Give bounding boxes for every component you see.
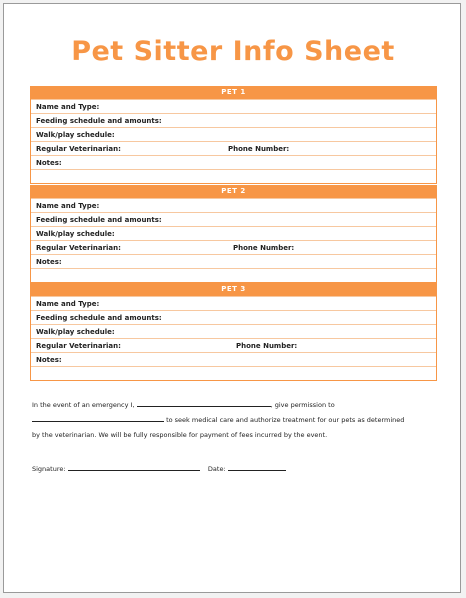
- feeding-label: Feeding schedule and amounts:: [36, 314, 162, 322]
- notes-field[interactable]: [31, 254, 436, 268]
- feeding-field[interactable]: [31, 113, 436, 127]
- name-type-field[interactable]: [31, 99, 436, 113]
- vet-label: Regular Veterinarian:: [36, 342, 121, 350]
- walk-field[interactable]: [31, 324, 436, 338]
- vet-label: Regular Veterinarian:: [36, 145, 121, 153]
- feeding-label: Feeding schedule and amounts:: [36, 117, 162, 125]
- name-type-label: Name and Type:: [36, 300, 100, 308]
- pet-2-section: [30, 185, 437, 283]
- pet-1-header: PET 1: [31, 86, 436, 99]
- name-type-label: Name and Type:: [36, 103, 100, 111]
- notes-field[interactable]: [31, 352, 436, 366]
- signature-line: [32, 462, 286, 473]
- pet-2-header: PET 2: [31, 185, 436, 198]
- page-title: Pet Sitter Info Sheet: [71, 36, 395, 67]
- emergency-text-4: by the veterinarian. We will be fully responsible for payment of fees incurred by the event.: [32, 431, 328, 439]
- walk-field[interactable]: [31, 226, 436, 240]
- name-type-field[interactable]: [31, 198, 436, 212]
- notes-label: Notes:: [36, 356, 62, 364]
- vet-field[interactable]: [31, 240, 436, 254]
- sitter-name-blank[interactable]: [32, 413, 164, 422]
- pet-3-header: PET 3: [31, 283, 436, 296]
- phone-label: Phone Number:: [236, 342, 298, 350]
- emergency-text-3: to seek medical care and authorize treatment for our pets as determined: [166, 416, 405, 424]
- feeding-field[interactable]: [31, 212, 436, 226]
- emergency-statement: [32, 398, 442, 443]
- notes-blank-row[interactable]: [31, 169, 436, 183]
- walk-field[interactable]: [31, 127, 436, 141]
- feeding-label: Feeding schedule and amounts:: [36, 216, 162, 224]
- emergency-text-2: , give permission to: [270, 401, 335, 409]
- notes-label: Notes:: [36, 258, 62, 266]
- walk-label: Walk/play schedule:: [36, 328, 115, 336]
- name-type-label: Name and Type:: [36, 202, 100, 210]
- form-sheet: [3, 3, 461, 593]
- name-type-field[interactable]: [31, 296, 436, 310]
- date-blank[interactable]: [228, 462, 286, 471]
- vet-field[interactable]: [31, 338, 436, 352]
- pet-1-section: [30, 86, 437, 184]
- feeding-field[interactable]: [31, 310, 436, 324]
- emergency-text-1: In the event of an emergency I,: [32, 401, 135, 409]
- phone-label: Phone Number:: [228, 145, 290, 153]
- notes-field[interactable]: [31, 155, 436, 169]
- owner-name-blank[interactable]: [137, 398, 271, 407]
- notes-label: Notes:: [36, 159, 62, 167]
- vet-field[interactable]: [31, 141, 436, 155]
- date-label: Date:: [207, 465, 226, 473]
- signature-label: Signature:: [32, 465, 66, 473]
- walk-label: Walk/play schedule:: [36, 230, 115, 238]
- pet-3-section: [30, 283, 437, 381]
- notes-blank-row[interactable]: [31, 268, 436, 282]
- vet-label: Regular Veterinarian:: [36, 244, 121, 252]
- phone-label: Phone Number:: [233, 244, 295, 252]
- walk-label: Walk/play schedule:: [36, 131, 115, 139]
- notes-blank-row[interactable]: [31, 366, 436, 380]
- signature-blank[interactable]: [68, 462, 200, 471]
